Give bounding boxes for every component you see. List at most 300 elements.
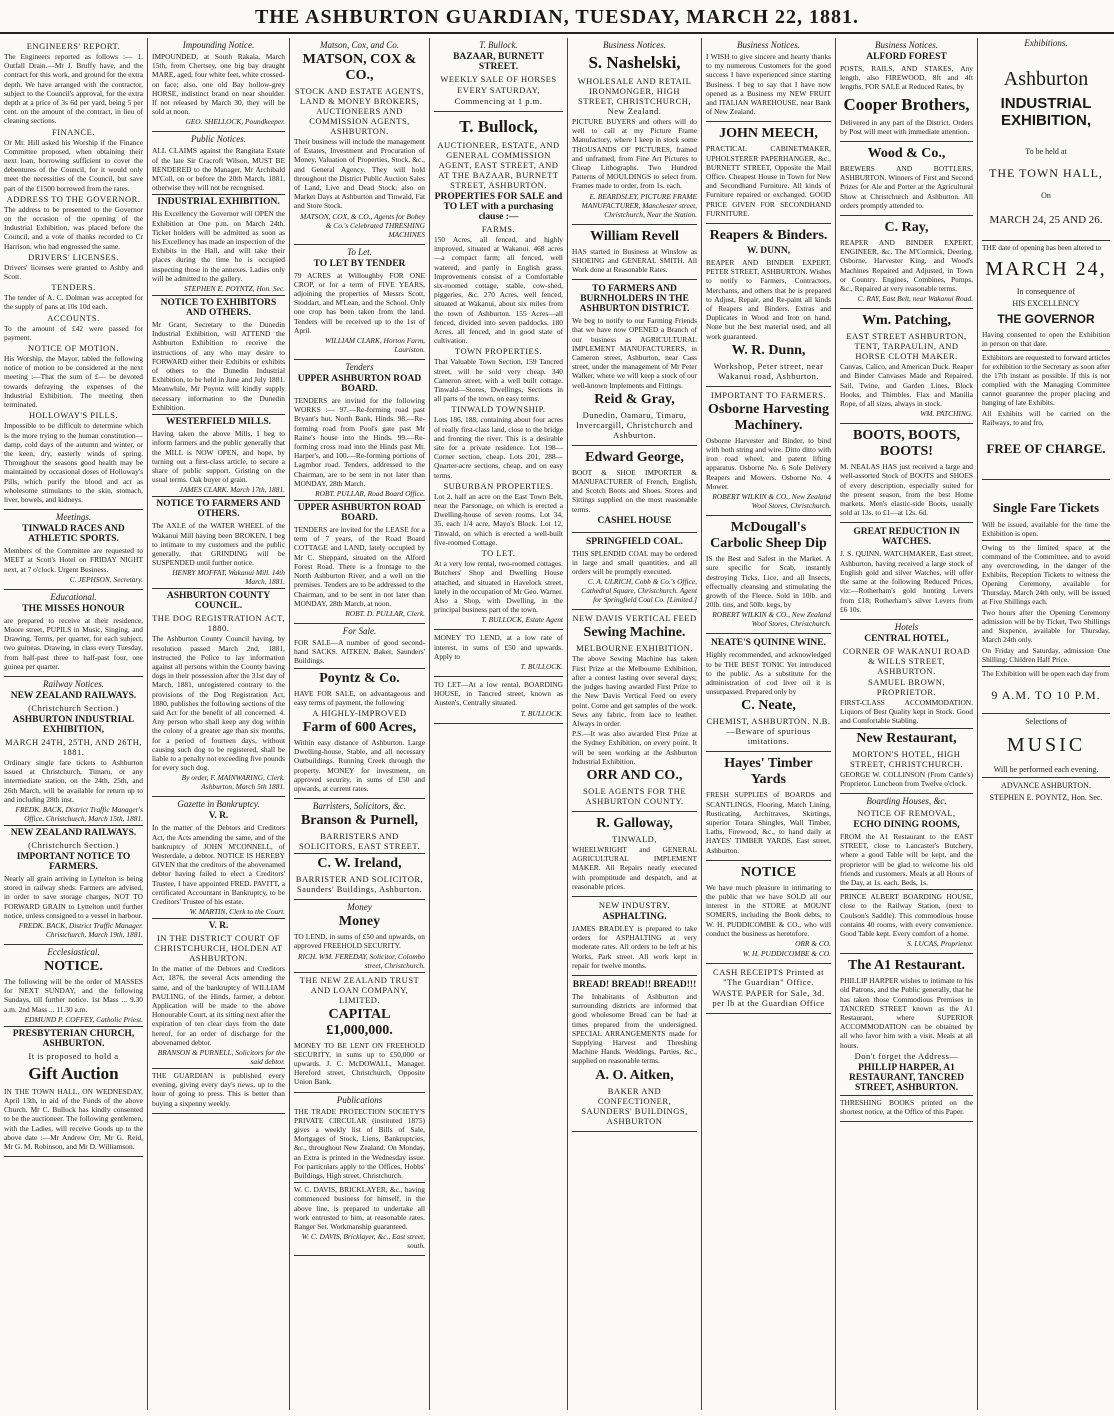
- ecclesiastical-section: [4, 945, 143, 1157]
- money-sig: RICH. WM. FEREDAY, Solicitor, Colombo street, Christchurch.: [297, 951, 425, 970]
- money-text: TO LEND, in sums of £50 and upwards, on approved FREEHOLD SECURITY.: [294, 932, 425, 951]
- mcdougall-section: [706, 516, 831, 634]
- bread-section: [572, 976, 697, 1132]
- matson-header: Matson, Cox, and Co.: [319, 40, 399, 50]
- nzr1-dates: MARCH 24TH, 25TH, AND 26TH, 1881.: [5, 736, 142, 757]
- bankruptcy1-text: In the matter of the Debtors and Creditors Act, the Acts amending the same, and of the bankruptcy of JOHN M'CONNELL, of Westerdale, a debtor. NOTICE IS HEREBY GIVEN that the creditors of the abovenamed debtor having failed to elect a Creditors' Trustee, I have appointed FRED. PAVITT, a certificated Accountant in Bankruptcy, to be Creditors' Trustee of his estate.: [152, 823, 285, 906]
- ray-section: [840, 216, 973, 309]
- dunn-title: W. DUNN,: [746, 246, 791, 257]
- nz-trust-text: MONEY TO BE LENT ON FREEHOLD SECURITY, in sums up to £50,000 or upwards. J. C. McDOWALL, Manager. Hereford street, Christchurch, Opposite Union Bank.: [294, 1040, 425, 1087]
- springfield-title: SPRINGFIELD COAL.: [585, 536, 684, 547]
- davis-machine: Sewing Machine.: [583, 625, 686, 641]
- mcdougall-title: McDougall's Carbolic Sheep Dip: [710, 520, 827, 552]
- friday-text: On Friday and Saturday, admission One Shilling; Children Half Price.: [982, 646, 1110, 664]
- district-court: IN THE DISTRICT COURT OF CHRISTCHURCH, HOLDEN AT ASHBURTON.: [154, 933, 283, 964]
- meech-section: [706, 122, 831, 224]
- barristers-header: Barristers, Solicitors, &c.: [312, 801, 407, 812]
- accounts-title: ACCOUNTS.: [47, 312, 100, 323]
- pills-title: HOLLOWAY'S PILLS.: [28, 410, 119, 421]
- pills-text: Impossible to be difficult to determine which is the more trying to the human constitution—damp, cold days of the autumn and winter, or the keen, dry, easterly winds of spring. Throughout the seasons good health may be maintained by occasional doses of Holloway's Pills, which purify the blood and act as wholesome stimulants to the skin, stomach, liver, bowels, and kidneys.: [4, 421, 143, 504]
- a1-section: [840, 954, 973, 1122]
- public-header: Public Notices.: [191, 134, 246, 145]
- publications-header: Publications: [336, 1094, 383, 1105]
- gift-text: IN THE TOWN HALL, ON WEDNESDAY, April 13th, in aid of the Funds of the above Church. Mr C. Bullock has kindly consented to be the auctioneer. The following gentlemen, with the Ladies, will receive Goods up to the above date :—Mr Andrew Orr, Mr G. Reid, Mr G. M. Robinson, and Mr D. Williamson.: [4, 1086, 143, 1152]
- nzr1-text: Ordinary single fare tickets to Ashburton issued at Christchurch, Timaru, or any intermediate station, on the 24th, 25th, and 26th March, will be available for return up to and including 28th inst.: [4, 757, 143, 804]
- single-text: Will be issued, available for the time the Exhibition is open.: [982, 520, 1110, 538]
- nealas-text: M. NEALAS HAS just received a large and well-assorted Stock of BOOTS and SHOES of every description, especially suited for the present season, from the best Home markets. Men's elastic-side Boots, usually sold at 13s. to £1—at 12s. 6d.: [840, 462, 973, 518]
- alford-title: ALFORD FOREST: [866, 52, 947, 62]
- bankruptcy1-sig: W. MARTIN, Clerk to the Court.: [189, 907, 285, 917]
- asphalting-title: ASPHALTING.: [602, 911, 667, 922]
- tinwald-text: Members of the Committee are requested to MEET at Scott's Hotel on FRIDAY NIGHT next, at 7 o'clock. Urgent Business.: [4, 546, 143, 574]
- consequence: In consequence of: [1016, 287, 1076, 296]
- column-7: [836, 38, 978, 1410]
- hayes-text: FRESH SUPPLIES of BOARDS and SCANTLINGS, Flooring, Match Lining, Rusticating, Architraves, Skirtings, superior Totara Shingles, Wall Timber, Laths, Firewood, &c., to hand daily at HAYES' TIMBER YARDS, East street, Ashburton.: [706, 790, 831, 855]
- bullock-boarding-text: TO LET—At a low rental, BOARDING HOUSE, in Tancred street, known as Austen's, Centrally situated.: [434, 679, 563, 708]
- picture-sig: E. BEARDSLEY, PICTURE FRAME MANUFACTURER, Manchester street, Christchurch, Near the Station.: [581, 191, 697, 219]
- sewing-section: [572, 610, 697, 811]
- educational-header: Educational.: [50, 591, 97, 602]
- exhibitors-text: Mr Grant, Secretary to the Dunedin Industrial Exhibition, will ATTEND the Ashburton Exhibition to receive the instructions of any who may desire to FORWARD either their Exhibits or exhibits of others to the Dunedin Industrial Exhibition, to be held in June and July 1881. Meanwhile, Mr Poyntz will kindly supply necessary information to the Dunedin Exhibition.: [152, 320, 285, 412]
- bullock-boarding-sig: T. BULLOCK.: [520, 708, 563, 718]
- suburban-title: SUBURBAN PROPERTIES.: [443, 480, 554, 491]
- barristers-section: [294, 799, 425, 900]
- his-excellency: HIS EXCELLENCY: [1012, 299, 1080, 308]
- engineers-report: [4, 38, 143, 510]
- davis-text: W. C. DAVIS, BRICKLAYER, &c., having commenced business for himself, in the above line, is prepared to undertake all work entrusted to him, at reasonable rates. Ranger Set. Workmanship guaranteed.: [294, 1185, 425, 1231]
- patching-title: Wm. Patching,: [861, 313, 952, 329]
- wood-title: Wood & Co.,: [867, 146, 946, 162]
- music: MUSIC: [1006, 734, 1086, 756]
- poyntz-farm-intro: A HIGHLY-IMPROVED: [312, 707, 407, 718]
- railway-section: [4, 677, 143, 945]
- dunn-foot: Workshop, Peter street, near Wakanui road, Ashburton.: [713, 360, 824, 381]
- quinine-text: Highly recommended, and acknowledged to be THE BEST TONIC Yet introduced to the public. As a substitute for the administration of cod liver oil it is unsurpassed. Prepared only by: [706, 650, 831, 697]
- wish-text: I WISH to give sincere and hearty thanks to my numerous Customers for the good success I have experienced since starting Business. I beg to say that I have now opened as a Business my NEW FRUIT and ITALIAN WAREHOUSE, near Bank of New Zealand.: [706, 52, 831, 117]
- patching-sub: EAST STREET ASHBURTON, TENT, TARPAULIN, AND HORSE CLOTH MAKER.: [846, 331, 967, 362]
- restaurant-sub: MORTON'S HOTEL, HIGH STREET, CHRISTCHURCH.: [849, 748, 964, 769]
- bazaar-section: [434, 38, 563, 112]
- nzr1-title: NEW ZEALAND RAILWAYS.: [10, 690, 137, 701]
- business-header-6: Business Notices.: [737, 40, 800, 50]
- nz-trust-title: THE NEW ZEALAND TRUST AND LOAN COMPANY, LIMITED.: [299, 974, 420, 1005]
- nzr2-sub: (Christchurch Section.): [28, 839, 119, 850]
- hayes-title: Hayes' Timber Yards: [724, 756, 813, 788]
- railway-header: Railway Notices.: [43, 678, 104, 689]
- column-6: [702, 38, 836, 1410]
- osborne-section: [706, 387, 831, 516]
- threshing-text: THRESHING BOOKS printed on the shortest notice, at the Office of this Paper.: [840, 1097, 973, 1116]
- osborne-sig: ROBERT WILKIN & CO., New Zealand Wool Stores, Christchurch.: [712, 492, 831, 511]
- osborne-text: Osborne Harvester and Binder, to bind with both string and wire. Ditto ditto with iron road wheel, and patent lifting apparatus. Osborne No. 6 Sole Delivery Reapers and Mowers. Osborne No. 4 Mower.: [706, 435, 831, 491]
- bullock-money-text: MONEY TO LEND, at a low rate of interest, in sums of £50 and upwards. Apply to: [434, 633, 563, 661]
- gift-title: Gift Auction: [28, 1063, 119, 1083]
- secretary-sig: STEPHEN E. POYNTZ, Hon. Sec.: [989, 793, 1103, 802]
- impounding-header: Impounding Notice.: [182, 40, 255, 50]
- free-of-charge: FREE OF CHARGE.: [986, 441, 1106, 456]
- impound-text: IMPOUNDED, at South Rakaia, March 15th, from Chertsey, one big bay draught MARE, aged, four white feet, white crossed-on face; also, one old Bay hollow-grey HORSE, indistinct brand on near shoulder. If not released by March 30, they will be sold at noon.: [152, 52, 285, 117]
- a1-title: The A1 Restaurant.: [847, 958, 966, 974]
- cooper-text: Delivered in any part of the District. Orders by Post will meet with immediate attention.: [840, 117, 973, 136]
- accounts-text: To the amount of £42 were passed for payment.: [4, 323, 143, 342]
- ploughs-title: TO FARMERS AND BURNHOLDERS IN THE ASHBURTON DISTRICT.: [579, 284, 690, 315]
- forsale-text: FOR SALE—A number of good second-hand SACKS. AITKEN, Baker, Saunders' Buildings.: [294, 637, 425, 666]
- tinwald-township-text: Lots 186, 188, containing about four acres of really first-class land, close to the bridge and fronting the river. This is a desirable site for a private residence. Lot 198—Corner section, cheap. Lots 201, 288—Quarter-acre sections, cheap, and on easy terms.: [434, 415, 563, 480]
- bullock-title: T. Bullock,: [459, 117, 538, 136]
- central-text: FIRST-CLASS ACCOMMODATION. Liquors of Best Quality kept in Stock. Good and Comfortable Stabling.: [840, 697, 973, 726]
- ploughs-section: [572, 280, 697, 446]
- finance-text: Or Mr. Hill asked his Worship if the Finance Committee proposed, when obtaining their next loan, borrowing sufficient to cover the debentures of the Council, for it would only meet the necessities of the Council, but save part of the £1500 borrowed from the rates.: [4, 137, 143, 193]
- echo-title: ECHO DINING ROOMS,: [853, 819, 960, 830]
- ray-sig: C. RAY, East Belt, near Wakanui Road.: [857, 294, 973, 304]
- george-text: BOOT & SHOE IMPORTER & MANUFACTURER of French, English, and Scotch Boots and Shoes. Stores and Sittings supplied on the most reasonable terms.: [572, 467, 697, 514]
- farms-text: 150 Acres, all fenced, and highly improved, situated at Wakanui. 468 acres—a compact farm; all fenced, well watered, and partly in English grass. Improvements consist of a Comfortable six-roomed cottage, stable, cow-shed, piggeries, &c. 270 Acres, well fenced, situated at Wakanui, about six miles from the town of Ashburton. 155 Acres—all fenced, divided into seven paddocks. 180 Acres, all fenced, and in good state of cultivation.: [434, 235, 563, 346]
- notice6-title: NOTICE: [740, 864, 797, 880]
- springfield-sig: C. A. ULRICH, Cobb & Co.'s Office, Cathedral Square, Christchurch. Agent for Springfield Coal Co. [Limited.]: [581, 577, 697, 605]
- farmers-text: Nearly all grain arriving in Lyttelton is being stored in railway sheds. Farmers are advised, in order to save storage charges, NOT TO FORWARD GRAIN to Lyttelton until further notice, unless consigned to a vessel in harbour.: [4, 873, 143, 920]
- meech-title: JOHN MEECH,: [719, 126, 818, 142]
- branson-text: BARRISTERS AND SOLICITORS, EAST STREET.: [298, 831, 421, 852]
- neate-text: CHEMIST, ASHBURTON. N.B.—Beware of spurious imitations.: [706, 716, 831, 747]
- upper1-sig: ROBT. PULLAR, Road Board Office.: [315, 489, 425, 499]
- altered-text: THE date of opening has been altered to: [982, 243, 1102, 252]
- matson-sig: MATSON, COX, & CO., Agents for Bobey & Co.'s Celebrated THRESHING MACHINES: [300, 211, 425, 239]
- notice-title: NOTICE.: [44, 958, 103, 974]
- industrial-text: His Excellency the Governor will OPEN the Exhibition at One p.m. on March 24th. Ticket holders will be admitted as soon as his Excellency has made an inspection of the Exhibits in the Hall, and will take their places during the time he is occupied inspecting those in the annexes. Ladies only will be admitted to the gallery.: [152, 209, 285, 283]
- governor-title: ADDRESS TO THE GOVERNOR.: [6, 193, 141, 204]
- meetings-section: [4, 510, 143, 590]
- wood-section: [840, 142, 973, 216]
- patching-text: Canvas, Calico, and American Duck. Reaper and Binder Canvases Made and Repaired. Sail, Twine, and Garden Lines, Block Hooks, and Thimbles. Flax and Manilla Rope, of all sizes, always in stock.: [840, 362, 973, 409]
- masthead-title: THE ASHBURTON GUARDIAN, TUESDAY, MARCH 22, 1881.: [254, 6, 860, 28]
- matson-text: Their business will include the management of Estates, Investment and Procuration of Money, Valuation of Properties, Stock, &c., and General Agency. They will hold throughout the District Public Auction Sales of Land, Live and Dead Stock; also on Market Days at Ashburton and Tinwald, Fat and Store Stock.: [294, 137, 425, 211]
- bullock-header: T. Bullock.: [479, 40, 518, 50]
- springfield-section: [572, 533, 697, 611]
- echo-text: FROM the A1 Restaurant to the EAST STREET, close to Lancaster's Butchery, where a good Table will be kept, and the proprietor will be glad to welcome his old friends and customers. Meals at all Hours of the Day, at 1s. each. Beds, 1s.: [840, 831, 973, 887]
- westerfield-sig: JAMES CLARK. March 17th, 1881.: [179, 485, 285, 495]
- dog-sig: By order, F. MAINWARING, Clerk. Ashburton, March 5th 1881.: [181, 773, 285, 792]
- ploughs-text: We beg to notify to our Farming Friends that we have now OPENED a Branch of our business as AGRICULTURAL IMPLEMENT MANUFACTURERS, in Cameron street, Ashburton, near Cass street, under the management of Mr Peter Walker, where we will keep a stock of our well-known Implements and Fittings.: [572, 316, 697, 390]
- restaurant-title: New Restaurant,: [856, 730, 957, 746]
- ireland-text: BARRISTER AND SOLICITOR, Saunders' Buildings, Ashburton.: [295, 874, 424, 895]
- quinine-section: [706, 634, 831, 752]
- reduction-title: GREAT REDUCTION IN WATCHES.: [853, 527, 960, 548]
- town-hall: THE TOWN HALL,: [989, 166, 1103, 180]
- aitken-title: A. O. Aitken,: [595, 1067, 674, 1083]
- notice6-text: We have much pleasure in intimating to the public that we have SOLD all our interest in the STORE at MOUNT SOMERS, including the Book debts, to W. H. PUDDICOMBE & CO., who will conduct the business as heretofore.: [706, 882, 831, 938]
- poyntz-title: Poyntz & Co.: [319, 670, 400, 686]
- westerfield-title: WESTERFIELD MILLS.: [165, 417, 272, 428]
- tolet-header: To Let.: [347, 246, 372, 257]
- tolet-title: TO LET BY TENDER: [313, 258, 406, 269]
- matson-sub: STOCK AND ESTATE AGENTS, LAND & MONEY BROKERS, AUCTIONEERS AND COMMISSION AGENTS, ASHBURTON.: [294, 86, 425, 136]
- matson-title: MATSON, COX & CO.,: [302, 52, 417, 83]
- tinwald-sig: C. JEPHSON, Secretary.: [69, 574, 143, 584]
- trade-text: THE TRADE PROTECTION SOCIETY'S PRIVATE CIRCULAR (instituted 1875) gives a weekly list of Bills of Sale, Mortgages of Stock, Liens, Bankruptcies, &c., throughout New Zealand. On Monday, an Extra is printed in the Wednesday issue. For particulars apply to the Offices, Hobbs' Buildings, High street, Christchurch.: [294, 1106, 425, 1180]
- forsale-header: For Sale.: [342, 625, 377, 636]
- galloway-text: WHEELWRIGHT and GENERAL AGRICULTURAL IMPLEMENT MAKER. All Repairs neatly executed with promptitude and despatch, and at reasonable prices.: [572, 844, 697, 891]
- bullock-tolet-sig: T. BULLOCK, Estate Agent: [481, 615, 563, 625]
- central-title: CENTRAL HOTEL,: [864, 633, 949, 644]
- notice6-sig: ORR & CO.: [795, 938, 831, 948]
- exhibition-dates: MARCH 24, 25 AND 26.: [989, 214, 1103, 226]
- matson-section: [294, 38, 425, 245]
- exhibitors-title: NOTICE TO EXHIBITORS AND OTHERS.: [160, 298, 277, 319]
- hotels-section: [840, 620, 973, 794]
- revell-title: William Revell: [590, 228, 679, 244]
- westerfield-text: Having taken the above Mills, I beg to inform farmers and the public generally that the MILL is NOW OPEN, and hope, by turning out a first-class article, to secure a share of public support. Gristing on the usual terms. Oak buyer of grain.: [152, 429, 285, 485]
- revell-text: HAS started in Business at Winslow as SHOEING and GENERAL SMITH. All Work done at Reasonable Rates.: [572, 246, 697, 275]
- nzr2-title: NEW ZEALAND RAILWAYS.: [10, 827, 137, 838]
- tinwald-title: TINWALD RACES AND ATHLETIC SPORTS.: [22, 524, 125, 545]
- bullock-section: [434, 112, 563, 630]
- ecclesiastical-header: Ecclesiastical.: [47, 946, 100, 957]
- patching-sig: WM. PATCHING.: [920, 409, 973, 419]
- impound-sig: GEO. SHELLOCK, Poundkeeper.: [185, 117, 285, 127]
- column-5: [568, 38, 702, 1410]
- hotels-header: Hotels: [894, 621, 919, 632]
- bullock-tolet-title: TO LET.: [481, 548, 516, 559]
- patching-section: [840, 309, 973, 424]
- reapers-title: Reapers & Binders.: [709, 228, 828, 244]
- dog-text: The Ashburton County Council having, by resolution passed March 2nd, 1881, instructed the Police to lay information against all persons within the County having dogs in their possession after the 31st day of March, 1881, unregistered contrary to the provisions of the Dog Registration Act, 1880, publishes the following sections of the said Act for the benefit of all concerned. 4. Any person who shall keep any dog within the colony of a greater age than six months, for a period of fourteen days, without causing such dog to be registered, shall be liable to a penalty not exceeding five pounds for every such dog.: [152, 634, 285, 773]
- township-text: That Valuable Town Section, 159 Tancred street, will be sold very cheap. 340 Cameron street, with a well built cottage. Tinwald—Stores, Dwellings, Sections in all parts of the town, on easy terms.: [434, 357, 563, 404]
- boarding-header: Boarding Houses, &c.: [866, 795, 947, 806]
- weekly-sale: WEEKLY SALE OF HORSES: [440, 74, 557, 84]
- on-label: On: [1041, 191, 1051, 200]
- quinine-title: NEATE'S QUININE WINE.: [711, 638, 826, 649]
- nashelski-title: S. Nashelski,: [588, 53, 681, 72]
- exhibitions-header: Exhibitions.: [1024, 38, 1068, 48]
- farmers-title: IMPORTANT NOTICE TO FARMERS.: [16, 851, 131, 872]
- implement-title: IMPORTANT TO FARMERS.: [710, 389, 827, 400]
- tolet-section: [294, 245, 425, 360]
- hours-text: Two hours after the Opening Ceremony admission will be by Ticket, Two Shillings and Sixpence, available for Thursday, March 24th only.: [982, 608, 1110, 644]
- davis-title: NEW DAVIS VERTICAL FEED: [572, 613, 697, 624]
- nzr1-sub: (Christchurch Section.): [28, 702, 119, 713]
- owing-text: Owing to the limited space at the command of the Committee, and to avoid any overcrowding, in the danger of the Exhibits, Reception Tickets to witness the Opening Ceremony, available for Thursday, March 24th only, will be issued at Five Shillings each.: [982, 543, 1110, 606]
- poyntz-farm: Farm of 600 Acres,: [302, 719, 417, 735]
- ray-text: REAPER AND BINDER EXPERT, ENGINEER, &c. The M'Cormick, Deering, Osborne, Harvester King, and Wood's Machines Repaired and Adjusted, in Town or Country. Engines, Combines, Pumps, &c., Repaired at very reasonable terms.: [840, 238, 973, 294]
- a1-dont: Don't forget the Address—: [854, 1050, 959, 1061]
- cashel-title: CASHEL HOUSE: [597, 515, 672, 526]
- collinson-text: GEORGE W. COLLINSON (From Cattle's) Proprietor. Luncheon from Twelve o'clock.: [840, 769, 973, 788]
- wish-section: [706, 38, 831, 122]
- tenders-section: [294, 360, 425, 624]
- watches-section: [840, 523, 973, 619]
- gazette-header: Gazette in Bankruptcy.: [177, 799, 260, 810]
- educational-section: [4, 590, 143, 677]
- column-1: [0, 38, 148, 1410]
- meetings-header: Meetings.: [55, 512, 92, 523]
- exhibition-title: INDUSTRIAL EXHIBITION,: [1000, 95, 1092, 129]
- waste-title: WASTE PAPER for Sale, 3d. per lb at the Guardian Office: [712, 987, 825, 1008]
- governor-text: The address to be presented to the Governor on the occasion of the opening of the Industrial Exhibition, was placed before the Council, and a vote of thanks recorded to Cr Harrison, who had engrossed the same.: [4, 204, 143, 251]
- boots-title: BOOTS, BOOTS, BOOTS!: [853, 428, 960, 460]
- money-section: [294, 900, 425, 1092]
- column-3: [290, 38, 430, 1410]
- melbourne-text: The above Sewing Machine has taken First Prize at the Melbourne Exhibition, after a contest lasting over several days; the judges having awarded First Prize to the New Davis Vertical Feed on every point. Come and get samples of the work. Sews any fabric, from lace to leather. Always in order.: [572, 654, 697, 728]
- farms-title: FARMS.: [481, 224, 516, 234]
- springfield-text: THIS SPLENDID COAL may be ordered in large and small quantities, and all orders will be promptly executed.: [572, 548, 697, 577]
- exhibition-town: Ashburton: [1003, 68, 1089, 90]
- vr-mark-2: V. R.: [208, 921, 229, 932]
- melbourne-ps: P.S.—It was also awarded First Prize at the Sydney Exhibition, on every point. It will be seen working at the Ashburton Industrial Exhibition.: [572, 729, 697, 766]
- county-title: ASHBURTON COUNTY COUNCIL.: [166, 591, 271, 612]
- consented-text: Having consented to open the Exhibition in person on that date.: [982, 330, 1110, 348]
- vr-mark-1: V. R.: [208, 811, 229, 822]
- bullock-money: [434, 630, 563, 677]
- davis-sig: W. C. DAVIS, Bricklayer, &c., East street, south.: [301, 1232, 425, 1251]
- column-4: [430, 38, 568, 1410]
- industrial-title: INDUSTRIAL EXHIBITION.: [157, 197, 280, 208]
- reid-sub: Dunedin, Oamaru, Timaru, Invercargill, Christchurch and Ashburton.: [575, 409, 694, 440]
- wood-text: BREWERS AND BOTTLERS, ASHBURTON. Winners of First and Second Prizes for Ale and Porter at the Agricultural Show at Christchurch and Ashburton. All orders promptly attended to.: [840, 164, 973, 210]
- alford-section: [840, 38, 973, 142]
- central-sig: SAMUEL BROWN, PROPRIETOR.: [867, 676, 946, 697]
- farmers-sig: FREDK. BACK, District Traffic Manager. Christchurch, March 19th, 1881.: [18, 920, 143, 939]
- galloway-sub: TINWALD,: [612, 833, 657, 844]
- reid-title: Reid & Gray,: [594, 391, 675, 407]
- notice-section: [706, 861, 831, 964]
- bullock-sub: AUCTIONEER, ESTATE, AND GENERAL COMMISSION AGENT, EAST STREET, AND AT THE BAZAAR, BURNETT STREET, ASHBURTON.: [437, 140, 560, 190]
- dunn-text: REAPER AND BINDER EXPERT, PETER STREET, ASHBURTON. Wishes to notify to Farmers, Contractors, Merchants, and others that he is prepared to Adjust, Repair, and Re-paint all kinds of Reapers and Binders. Extras and Duplicates in Wood and Iron on hand. None but the best material used, and all work guaranteed.: [706, 258, 831, 341]
- exhibitors-note: Exhibitors are requested to forward articles for exhibition to the Secretary as soon after the 17th instant as possible. If this is not complied with the Managing Committee cannot guarantee the proper placing and hanging of late Exhibits.: [982, 353, 1110, 407]
- gift-intro: It is proposed to hold a: [28, 1050, 119, 1061]
- bullock-money-sig: T. BULLOCK.: [520, 661, 563, 671]
- held-at: To be held at: [1025, 147, 1067, 156]
- asphalting-section: [572, 897, 697, 976]
- nashelski-sub: WHOLESALE AND RETAIL IRONMONGER, HIGH STREET, CHRISTCHURCH, New Zealand.: [577, 76, 692, 116]
- farmers2-text: The AXLE of the WATER WHEEL of the Wakanui Mill having been BROKEN, I beg to intimate to my customers and the public generally, that GRINDING will be SUSPENDED until further notice.: [152, 521, 285, 568]
- open-hours: 9 A.M. TO 10 P.M.: [991, 688, 1101, 702]
- dunn-section: [706, 224, 831, 387]
- orr-text: SOLE AGENTS FOR THE ASHBURTON COUNTY.: [582, 785, 687, 806]
- poyntz-text: HAVE FOR SALE, on advantageous and easy terms of payment, the following: [294, 688, 425, 707]
- bankruptcy2-sig: BRANSON & PURNELL, Solicitors for the said debtor.: [157, 1048, 285, 1067]
- industry-title: NEW INDUSTRY.: [598, 899, 671, 910]
- performed: Will be performed each evening.: [993, 765, 1099, 774]
- business-header-7: Business Notices.: [875, 40, 938, 50]
- puddicombe-sig: W. H. PUDDICOMBE & CO.: [742, 948, 831, 958]
- business-header-5: Business Notices.: [603, 40, 666, 50]
- george-title: Edward George,: [585, 449, 684, 465]
- notice-text: The following will be the order of MASSES for NEXT SUNDAY, and the following Sundays, till further notice. 1st Mass ... 9.30 a.m. 2nd Mass ... 11.30 a.m.: [4, 976, 143, 1014]
- prince-sig: S. LUCAS, Proprietor.: [906, 939, 973, 949]
- tolet-text: 79 ACRES at Willoughby FOR ONE CROP, or for a term of FIVE YEARS, adjoining the properties of Messrs Scott, Stoddart, and M'Lean, and the School. Only one crop has been taken from the land. Tenders will be received up to the 1st of April.: [294, 270, 425, 335]
- industrial-sig: STEPHEN E. POYNTZ, Hon. Sec.: [183, 284, 285, 294]
- capital: CAPITAL £1,000,000.: [326, 1006, 393, 1038]
- column-8: [978, 38, 1114, 1410]
- osborne-title: Osborne Harvesting Machinery.: [708, 401, 829, 433]
- suburban-text: Lot 2, half an acre on the East Town Belt, near the Parsonage, on which is erected a Dwelling-house of seven rooms. Lot 34, 35, each 1/4 acre, Mayo's Block. Lot 12, Tinwald, on which is erected a well-built five-roomed Cottage.: [434, 491, 563, 547]
- single-fare: Single Fare Tickets: [992, 500, 1100, 515]
- masthead: [0, 0, 1114, 34]
- quinn-text: J. S. QUINN, WATCHMAKER, East street, Ashburton, having received a large stock of English gold and silver Watches, will offer the same at the following Reduced Prices, viz:—Rotherham's gold hunting Levers from £18; Rotherham's silver Levers from £6 10s.: [840, 549, 973, 614]
- carried-text: All Exhibits will be carried on the Railways, to and fro,: [982, 409, 1110, 427]
- publications-section: [294, 1093, 425, 1257]
- every-saturday: EVERY SATURDAY,: [457, 85, 540, 95]
- motion-title: NOTICE OF MOTION.: [28, 343, 119, 354]
- cooper-title: Cooper Brothers,: [843, 94, 970, 114]
- galloway-section: [572, 812, 697, 897]
- licenses-text: Drivers' licenses were granted to Ashby and Scott.: [4, 262, 143, 282]
- public-notices: [152, 132, 285, 797]
- orr-title: ORR AND CO.,: [586, 767, 683, 783]
- nashelski-section: [572, 38, 697, 225]
- removal-title: NOTICE OF REMOVAL,: [857, 807, 956, 818]
- bullock-tolet-text: At a very low rental, two-roomed cottages. Butchers' Shop and Dwelling House attached, and situated in Havelock street, lately in the occupation of Mr Geo. Warner. Also a Shop, with Dwelling, in the principal business part of the town.: [434, 559, 563, 615]
- money-header: Money: [347, 902, 372, 913]
- boots-section: [840, 424, 973, 523]
- honour-title: THE MISSES HONOUR: [22, 603, 125, 614]
- prince-text: PRINCE ALBERT BOARDING HOUSE, close to the Railway Station, (next to Coulson's Saddle). This commodious house contains 40 rooms, with every convenience. Good Table kept. Every comfort of a home.: [840, 892, 973, 938]
- forsale-section: [294, 624, 425, 799]
- tenders-header: Tenders: [345, 362, 374, 373]
- farmers2-title: NOTICE TO FARMERS AND OTHERS.: [156, 499, 281, 520]
- guardian-text: THE GUARDIAN is published every evening, giving every day's news, up to the hour of going to press. This is better than buying a sixpenny weekly.: [152, 1071, 285, 1108]
- upper1-title: UPPER ASHBURTON ROAD BOARD.: [297, 374, 422, 395]
- central-sub: CORNER OF WAKANUI ROAD & WILLS STREET, ASHBURTON.: [842, 645, 971, 676]
- bread-title: BREAD! BREAD!! BREAD!!!: [572, 979, 697, 990]
- cash-section: [706, 964, 831, 1014]
- report-title: ENGINEERS' REPORT.: [26, 41, 121, 51]
- nzr1-event: ASHBURTON INDUSTRIAL EXHIBITION,: [12, 714, 135, 735]
- commencing: Commencing at 1 p.m.: [454, 96, 543, 106]
- boarding-section: [840, 794, 973, 954]
- mcdougall-sig: ROBERT WILKIN & CO., New Zealand Wool Stores, Christchurch.: [712, 610, 831, 629]
- asphalting-text: JAMES BRADLEY is prepared to take orders for ASPHALTING at very moderate rates. All orders to be left at his Works, Park street. All work kept in repair for twelve months.: [572, 923, 697, 970]
- the-governor: THE GOVERNOR: [997, 312, 1095, 326]
- column-2: [148, 38, 290, 1410]
- bread-text: The Inhabitants of Ashburton and surrounding districts are informed that good wholesome Bread can be had at times prepared from the undersigned. SPECIAL ARRANGEMENTS made for Supplying Harvest and Threshing Machine Hands. Weddings, Parties, &c., supplied on reasonable terms.: [572, 991, 697, 1066]
- upper2-title: UPPER ASHBURTON ROAD BOARD.: [297, 503, 422, 524]
- ray-title: C. Ray,: [884, 220, 929, 236]
- mcdougall-text: IS the Best and Safest in the Market. A sure specific for Scab, instantly destroying Ticks, Lice, and all Insects, effectually cleansing and stimulating the growth of the Fleece. Sold in 10lb. and 20lb. tins, and 50lb. kegs, by: [706, 554, 831, 610]
- george-section: [572, 446, 697, 533]
- cash-title: CASH RECEIPTS Printed at "The Guardian" Office.: [713, 966, 824, 987]
- tenders-text: The tender of A. C. Dolman was accepted for the supply of pans at 10s 10d each.: [4, 293, 143, 312]
- money-title: Money: [338, 914, 381, 930]
- open-text: The Exhibition will be open each day from: [982, 669, 1110, 678]
- impounding-section: [152, 38, 285, 132]
- march-24: MARCH 24,: [985, 258, 1107, 280]
- tenders-title: TENDERS.: [51, 282, 96, 293]
- upper2-sig: ROBT. D. PULLAR, Clerk.: [345, 608, 425, 618]
- revell-section: [572, 225, 697, 281]
- motion-text: His Worship, the Mayor, tabled the following notice of motion to be considered at the next meeting :—That the sum of £— be devoted towards defraying the expenses of the Industrial Exhibition. The meeting then terminated.: [4, 354, 143, 410]
- advance-ashburton: ADVANCE ASHBURTON.: [1001, 781, 1091, 790]
- aitken-text: BAKER AND CONFECTIONER, SAUNDERS' BUILDINGS, ASHBURTON: [581, 1085, 688, 1126]
- selections: Selections of: [1025, 717, 1067, 726]
- melbourne-title: MELBOURNE EXHIBITION.: [576, 643, 693, 654]
- meech-text: PRACTICAL CABINETMAKER, UPHOLSTERER PAPERHANGER, &c., BURNETT STREET, Opposite the Mail Office. Cheapest House in Town for New and Secondhand Furniture. All kinds of Furniture repaired or exchanged. GOOD PRICE GIVEN FOR SECONDHAND FURNITURE.: [706, 144, 831, 218]
- properties-title: PROPERTIES FOR SALE and TO LET with a purchasing clause :—: [434, 192, 563, 222]
- bankruptcy2-text: In the matter of the Debtors and Creditors Act, 1876, the several Acts amending the same, and of the bankruptcy of WILLIAM PAULING, of the Hinds, farmer, a debtor. Application will be made to the above Honourable Court, at its sitting next after the expiration of ten clear days from the date hereof, for an order of discharge for the abovenamed debtor.: [152, 964, 285, 1047]
- presby-title: PRESBYTERIAN CHURCH, ASHBURTON.: [12, 1028, 135, 1049]
- claims-text: ALL CLAIMS against the Rangitata Estate of the late Sir Cracroft Wilson, MUST BE RENDERED to the Manager, Mr Archibald M'Coll, on or before the 20th March, 1881, otherwise they will not be recognised.: [152, 146, 285, 193]
- township-title: TOWN PROPERTIES.: [454, 346, 543, 357]
- upper2-text: TENDERS are invited for the LEASE for a term of 7 years, of the Road Board COTTAGE and LAND, lately occupied by Mr C. Sheppard, situated on the Alford Forest Road. There is a frontage to the North Ashburton River, and a well on the premises. Tenders are to be addressed to the Chairman, and to be sent in not later than MONDAY, 28th March, at noon.: [294, 525, 425, 608]
- licenses-title: DRIVERS' LICENSES.: [28, 251, 119, 262]
- report-text: The Engineers reported as follows :— 1. Outfall Drain.—Mr J. Bruffy have, and the contract for this work, and ground for the extra depth. We have arranged with the contractor, subject to the Council's approval, for the extra depth at a price of 3s 6d per yard, being 5 per cent. on the amount of the contract, in lieu of cleaning sections.: [4, 52, 143, 126]
- tinwald-township-title: TINWALD TOWNSHIP.: [451, 404, 546, 415]
- poyntz-farm-text: Within easy distance of Ashburton. Large Dwelling-house, Stable, and all necessary Outbuildings. Running Creek through the property. MONEY for investment, on approved security, in sums of £50 and upwards, at current rates.: [294, 737, 425, 793]
- tolet-sig: WILLIAM CLARK, Horton Farm, Lauriston.: [325, 336, 425, 355]
- bazaar-title: BAZAAR, BURNETT STREET.: [453, 52, 544, 72]
- galloway-title: R. Galloway,: [596, 815, 673, 831]
- ireland-title: C. W. Ireland,: [317, 856, 402, 872]
